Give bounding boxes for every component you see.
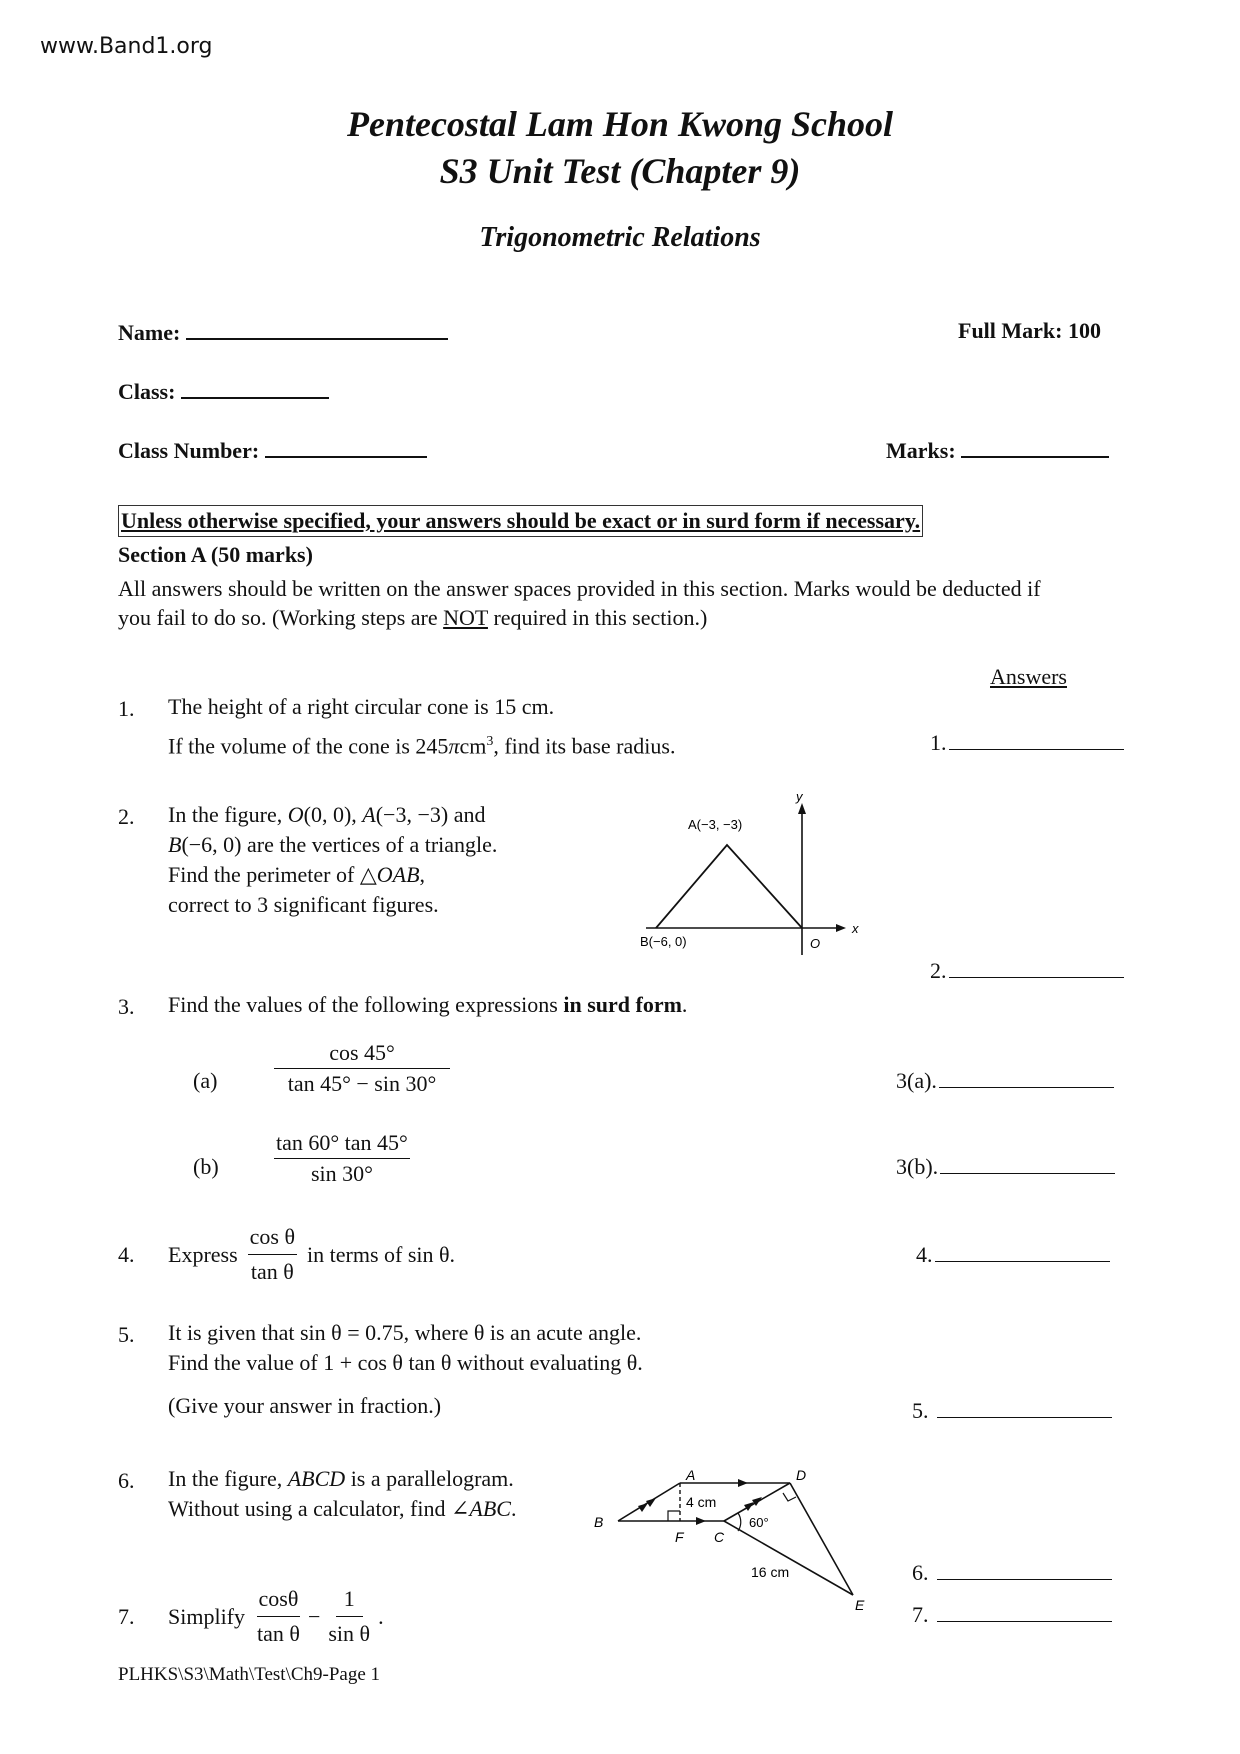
svg-text:A: A bbox=[686, 1467, 696, 1483]
school-name: Pentecostal Lam Hon Kwong School bbox=[346, 104, 894, 144]
q2-answer-blank[interactable] bbox=[949, 959, 1124, 978]
q3a-answer-blank[interactable] bbox=[939, 1069, 1114, 1088]
q2-triangle-figure bbox=[610, 785, 860, 960]
q2-text: In the figure, O(0, 0), A(−3, −3) and B(−6, 0) are the vertices of a triangle. Find the perimeter of △OAB, correct to 3 significant figures. bbox=[168, 802, 498, 917]
name-label: Name: bbox=[118, 320, 181, 345]
class-number-field bbox=[118, 436, 427, 464]
q7-answer-blank[interactable] bbox=[937, 1603, 1112, 1622]
q7-text: Simplify $\frac{\cos\theta}{\text{tan θ}}$ − $\frac{1}{\text{sin θ}}$ . bbox=[168, 1586, 384, 1646]
svg-text:O: O bbox=[810, 936, 821, 951]
y-axis-arrow-icon bbox=[798, 803, 806, 814]
svg-text:E: E bbox=[855, 1597, 865, 1613]
svg-text:D: D bbox=[796, 1467, 807, 1483]
svg-text:16 cm: 16 cm bbox=[751, 1564, 790, 1580]
marks-label: Marks: bbox=[886, 438, 956, 463]
q4-answer-blank[interactable] bbox=[935, 1243, 1110, 1262]
q3a-expression: $\frac{\cos 45^\circ}{\tan 45^\circ - \sin 30^\circ}$ bbox=[274, 1040, 450, 1097]
q6-text: In the figure, ABCD is a parallelogram. Without using a calculator, find ∠ABC. bbox=[168, 1466, 517, 1521]
q5-answer-blank[interactable] bbox=[937, 1399, 1112, 1418]
q2-number: 2. bbox=[118, 804, 135, 829]
svg-text:60°: 60° bbox=[749, 1515, 769, 1530]
q3b-label: (b) bbox=[193, 1154, 219, 1179]
class-number-blank[interactable] bbox=[265, 436, 427, 458]
svg-text:y: y bbox=[796, 789, 803, 804]
q4-answer: 4. bbox=[916, 1242, 1110, 1268]
q6-answer: 6. bbox=[912, 1560, 1112, 1586]
q4-text: Express $\frac{\text{cos θ}}{\text{tan θ}}$ in terms of sin θ. bbox=[168, 1224, 456, 1284]
instruction-notice: Unless otherwise specified, your answers should be exact or in surd form if necessary. bbox=[118, 505, 923, 537]
class-number-label: Class Number: bbox=[118, 438, 260, 463]
svg-text:F: F bbox=[675, 1529, 684, 1545]
q6-answer-blank[interactable] bbox=[937, 1561, 1112, 1580]
svg-text:A(−3, −3): A(−3, −3) bbox=[688, 817, 743, 832]
svg-text:C: C bbox=[714, 1529, 725, 1545]
name-field bbox=[118, 318, 448, 346]
q3-number: 3. bbox=[118, 994, 135, 1019]
q3b-answer-blank[interactable] bbox=[940, 1155, 1115, 1174]
answers-heading: Answers bbox=[990, 664, 1067, 689]
q5-number: 5. bbox=[118, 1322, 135, 1347]
name-blank[interactable] bbox=[186, 318, 448, 340]
q2-answer: 2. bbox=[930, 958, 1124, 984]
class-blank[interactable] bbox=[181, 377, 329, 399]
q7-number: 7. bbox=[118, 1604, 135, 1629]
q6-number: 6. bbox=[118, 1468, 135, 1493]
q4-number: 4. bbox=[118, 1242, 135, 1267]
topic-title: Trigonometric Relations bbox=[479, 222, 761, 253]
svg-text:B: B bbox=[594, 1514, 604, 1530]
section-a-title: Section A (50 marks) bbox=[118, 542, 313, 567]
full-mark: Full Mark: 100 bbox=[958, 318, 1101, 343]
q3b-expression: $\frac{\tan 60^\circ \tan 45^\circ}{\sin 30^\circ}$ bbox=[276, 1130, 408, 1186]
section-a-instructions: All answers should be written on the answer spaces provided in this section. Marks would be deducted if you fail to do so. (Working steps are NOT required in this section.) bbox=[118, 576, 1041, 630]
q3a-label: (a) bbox=[193, 1068, 218, 1093]
class-label: Class: bbox=[118, 379, 176, 404]
q5-answer: 5. bbox=[912, 1398, 1112, 1424]
page-footer: PLHKS\S3\Math\Test\Ch9-Page 1 bbox=[118, 1664, 381, 1685]
q1-number: 1. bbox=[118, 696, 135, 721]
q1-answer-blank[interactable] bbox=[949, 731, 1124, 750]
q6-parallelogram-figure bbox=[590, 1460, 890, 1620]
watermark: www.Band1.org bbox=[40, 34, 213, 59]
class-field bbox=[118, 377, 329, 405]
q1-answer: 1. bbox=[930, 730, 1124, 756]
q5-text: It is given that sin θ = 0.75, where θ is an acute angle. Find the value of 1 + cos θ tan θ without evaluating θ. (Give your answer in fraction.) bbox=[168, 1320, 643, 1418]
q7-answer: 7. bbox=[912, 1602, 1112, 1628]
q1-text: The height of a right circular cone is 15 cm. If the volume of the cone is 245πcm$^3$, find its base radius. bbox=[168, 694, 676, 759]
svg-text:x: x bbox=[852, 921, 859, 936]
q3a-answer: 3(a). bbox=[896, 1068, 1114, 1094]
marks-field bbox=[886, 436, 1109, 464]
svg-text:4 cm: 4 cm bbox=[686, 1494, 717, 1510]
svg-text:B(−6, 0): B(−6, 0) bbox=[640, 934, 687, 949]
x-axis-arrow-icon bbox=[836, 924, 846, 932]
q3-text: Find the values of the following expressions in surd form. bbox=[168, 992, 688, 1017]
marks-blank[interactable] bbox=[961, 436, 1109, 458]
test-title: S3 Unit Test (Chapter 9) bbox=[439, 151, 801, 191]
q3b-answer: 3(b). bbox=[896, 1154, 1115, 1180]
